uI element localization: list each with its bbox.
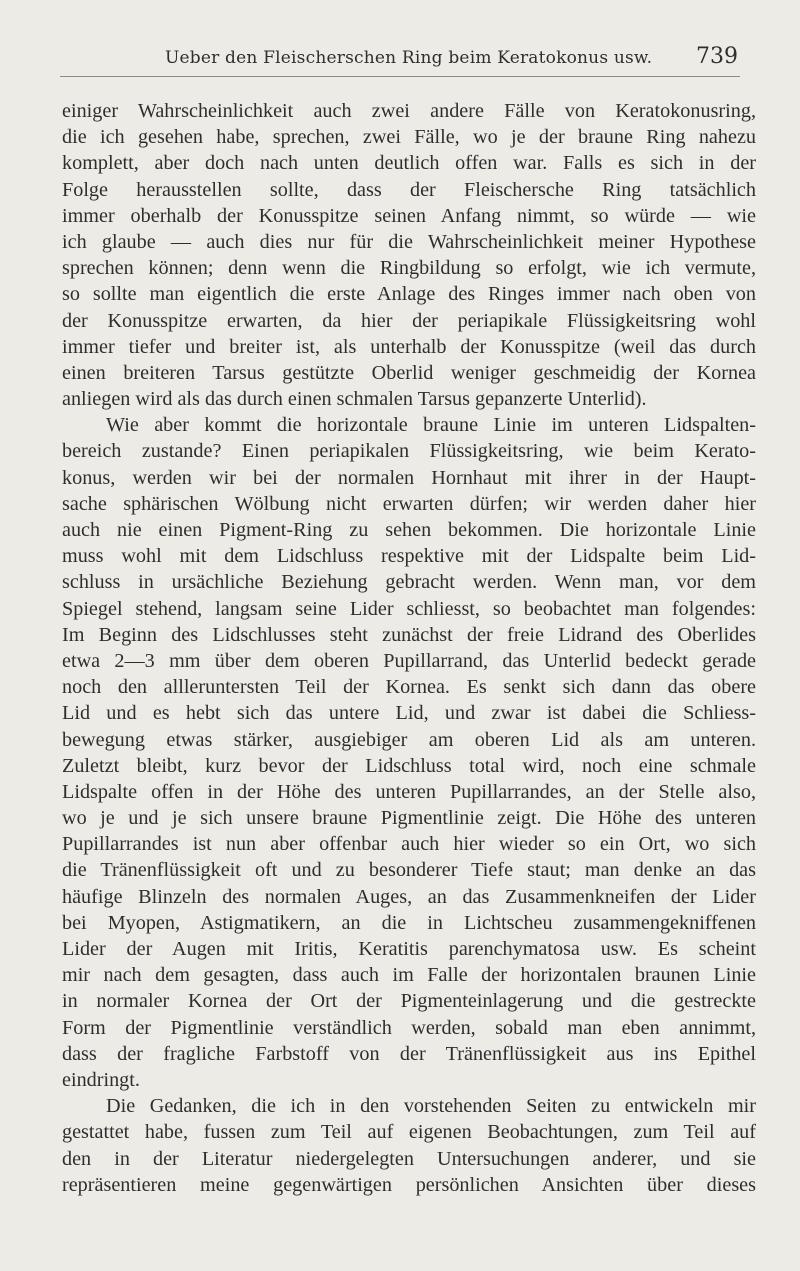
text-line: Spiegel stehend, langsam seine Lider schliesst, so beobachtet man folgendes: — [62, 597, 756, 620]
text-line: wo je und je sich unsere braune Pigmentlinie zeigt. Die Höhe des unteren — [62, 807, 756, 830]
text-line: Lidspalte offen in der Höhe des unteren Pupillarrandes, an der Stelle also, — [62, 780, 756, 803]
text-line: muss wohl mit dem Lidschluss respektive mit der Lidspalte beim Lid- — [62, 545, 756, 568]
text-line: repräsentieren meine gegenwärtigen persönlichen Ansichten über dieses — [62, 1173, 756, 1196]
page-number: 739 — [696, 44, 738, 69]
running-title: Ueber den Fleischerschen Ring beim Keratokonus usw. — [165, 48, 653, 68]
text-line: Folge herausstellen sollte, dass der Fleischersche Ring tatsächlich — [62, 178, 756, 201]
text-line: bei Myopen, Astigmatikern, an die in Lichtscheu zusammengekniffenen — [62, 911, 756, 934]
paragraph-start-line: Die Gedanken, die ich in den vorstehenden Seiten zu entwickeln mir — [106, 1095, 756, 1118]
body-text — [62, 98, 756, 1198]
text-line: die Tränenflüssigkeit oft und zu besonderer Tiefe staut; man denke an das — [62, 859, 756, 882]
text-line: gestattet habe, fussen zum Teil auf eigenen Beobachtungen, zum Teil auf — [62, 1121, 756, 1144]
text-line: so sollte man eigentlich die erste Anlage des Ringes immer nach oben von — [62, 283, 756, 306]
text-line: die ich gesehen habe, sprechen, zwei Fälle, wo je der braune Ring nahezu — [62, 126, 756, 149]
text-line: häufige Blinzeln des normalen Auges, an das Zusammenkneifen der Lider — [62, 885, 756, 908]
running-head — [60, 46, 740, 77]
text-line: Pupillarrandes ist nun aber offenbar auch hier wieder so ein Ort, wo sich — [62, 833, 756, 856]
text-line: konus, werden wir bei der normalen Hornhaut mit ihrer in der Haupt- — [62, 466, 756, 489]
text-line: noch den allleruntersten Teil der Kornea. Es senkt sich dann das obere — [62, 676, 756, 699]
text-line: ich glaube — auch dies nur für die Wahrscheinlichkeit meiner Hypothese — [62, 230, 756, 253]
text-line: immer oberhalb der Konusspitze seinen Anfang nimmt, so würde — wie — [62, 204, 756, 227]
text-line: Lid und es hebt sich das untere Lid, und zwar ist dabei die Schliess- — [62, 702, 756, 725]
text-line: sprechen können; denn wenn die Ringbildung so erfolgt, wie ich vermute, — [62, 257, 756, 280]
text-line: bereich zustande? Einen periapikalen Flüssigkeitsring, wie beim Kerato- — [62, 440, 756, 463]
text-line: Zuletzt bleibt, kurz bevor der Lidschluss total wird, noch eine schmale — [62, 754, 756, 777]
text-line: in normaler Kornea der Ort der Pigmenteinlagerung und die gestreckte — [62, 990, 756, 1013]
text-line: einen breiteren Tarsus gestützte Oberlid weniger geschmeidig der Kornea — [62, 361, 756, 384]
text-line: den in der Literatur niedergelegten Untersuchungen anderer, und sie — [62, 1147, 756, 1170]
text-line: eindringt. — [62, 1068, 140, 1091]
text-line: sache sphärischen Wölbung nicht erwarten dürfen; wir werden daher hier — [62, 492, 756, 515]
text-line: Im Beginn des Lidschlusses steht zunächst der freie Lidrand des Oberlides — [62, 623, 756, 646]
text-line: bewegung etwas stärker, ausgiebiger am oberen Lid als am unteren. — [62, 728, 756, 751]
text-line: mir nach dem gesagten, dass auch im Falle der horizontalen braunen Linie — [62, 964, 756, 987]
text-line: dass der fragliche Farbstoff von der Tränenflüssigkeit aus ins Epithel — [62, 1042, 756, 1065]
text-line: auch nie einen Pigment-Ring zu sehen bekommen. Die horizontale Linie — [62, 519, 756, 541]
text-line: Form der Pigmentlinie verständlich werden, sobald man eben annimmt, — [62, 1016, 756, 1039]
text-line: komplett, aber doch nach unten deutlich offen war. Falls es sich in der — [62, 152, 756, 175]
text-line: immer tiefer und breiter ist, als unterhalb der Konusspitze (weil das durch — [62, 335, 756, 358]
paragraph-start-line: Wie aber kommt die horizontale braune Linie im unteren Lidspalten- — [106, 414, 756, 437]
text-line: anliegen wird als das durch einen schmalen Tarsus gepanzerte Unterlid). — [62, 388, 647, 411]
text-line: Lider der Augen mit Iritis, Keratitis parenchymatosa usw. Es scheint — [62, 938, 756, 960]
text-line: einiger Wahrscheinlichkeit auch zwei andere Fälle von Keratokonusring, — [62, 100, 756, 122]
text-line: etwa 2—3 mm über dem oberen Pupillarrand, das Unterlid bedeckt gerade — [62, 649, 756, 672]
text-line: schluss in ursächliche Beziehung gebracht werden. Wenn man, vor dem — [62, 571, 756, 594]
text-line: der Konusspitze erwarten, da hier der periapikale Flüssigkeitsring wohl — [62, 309, 756, 332]
